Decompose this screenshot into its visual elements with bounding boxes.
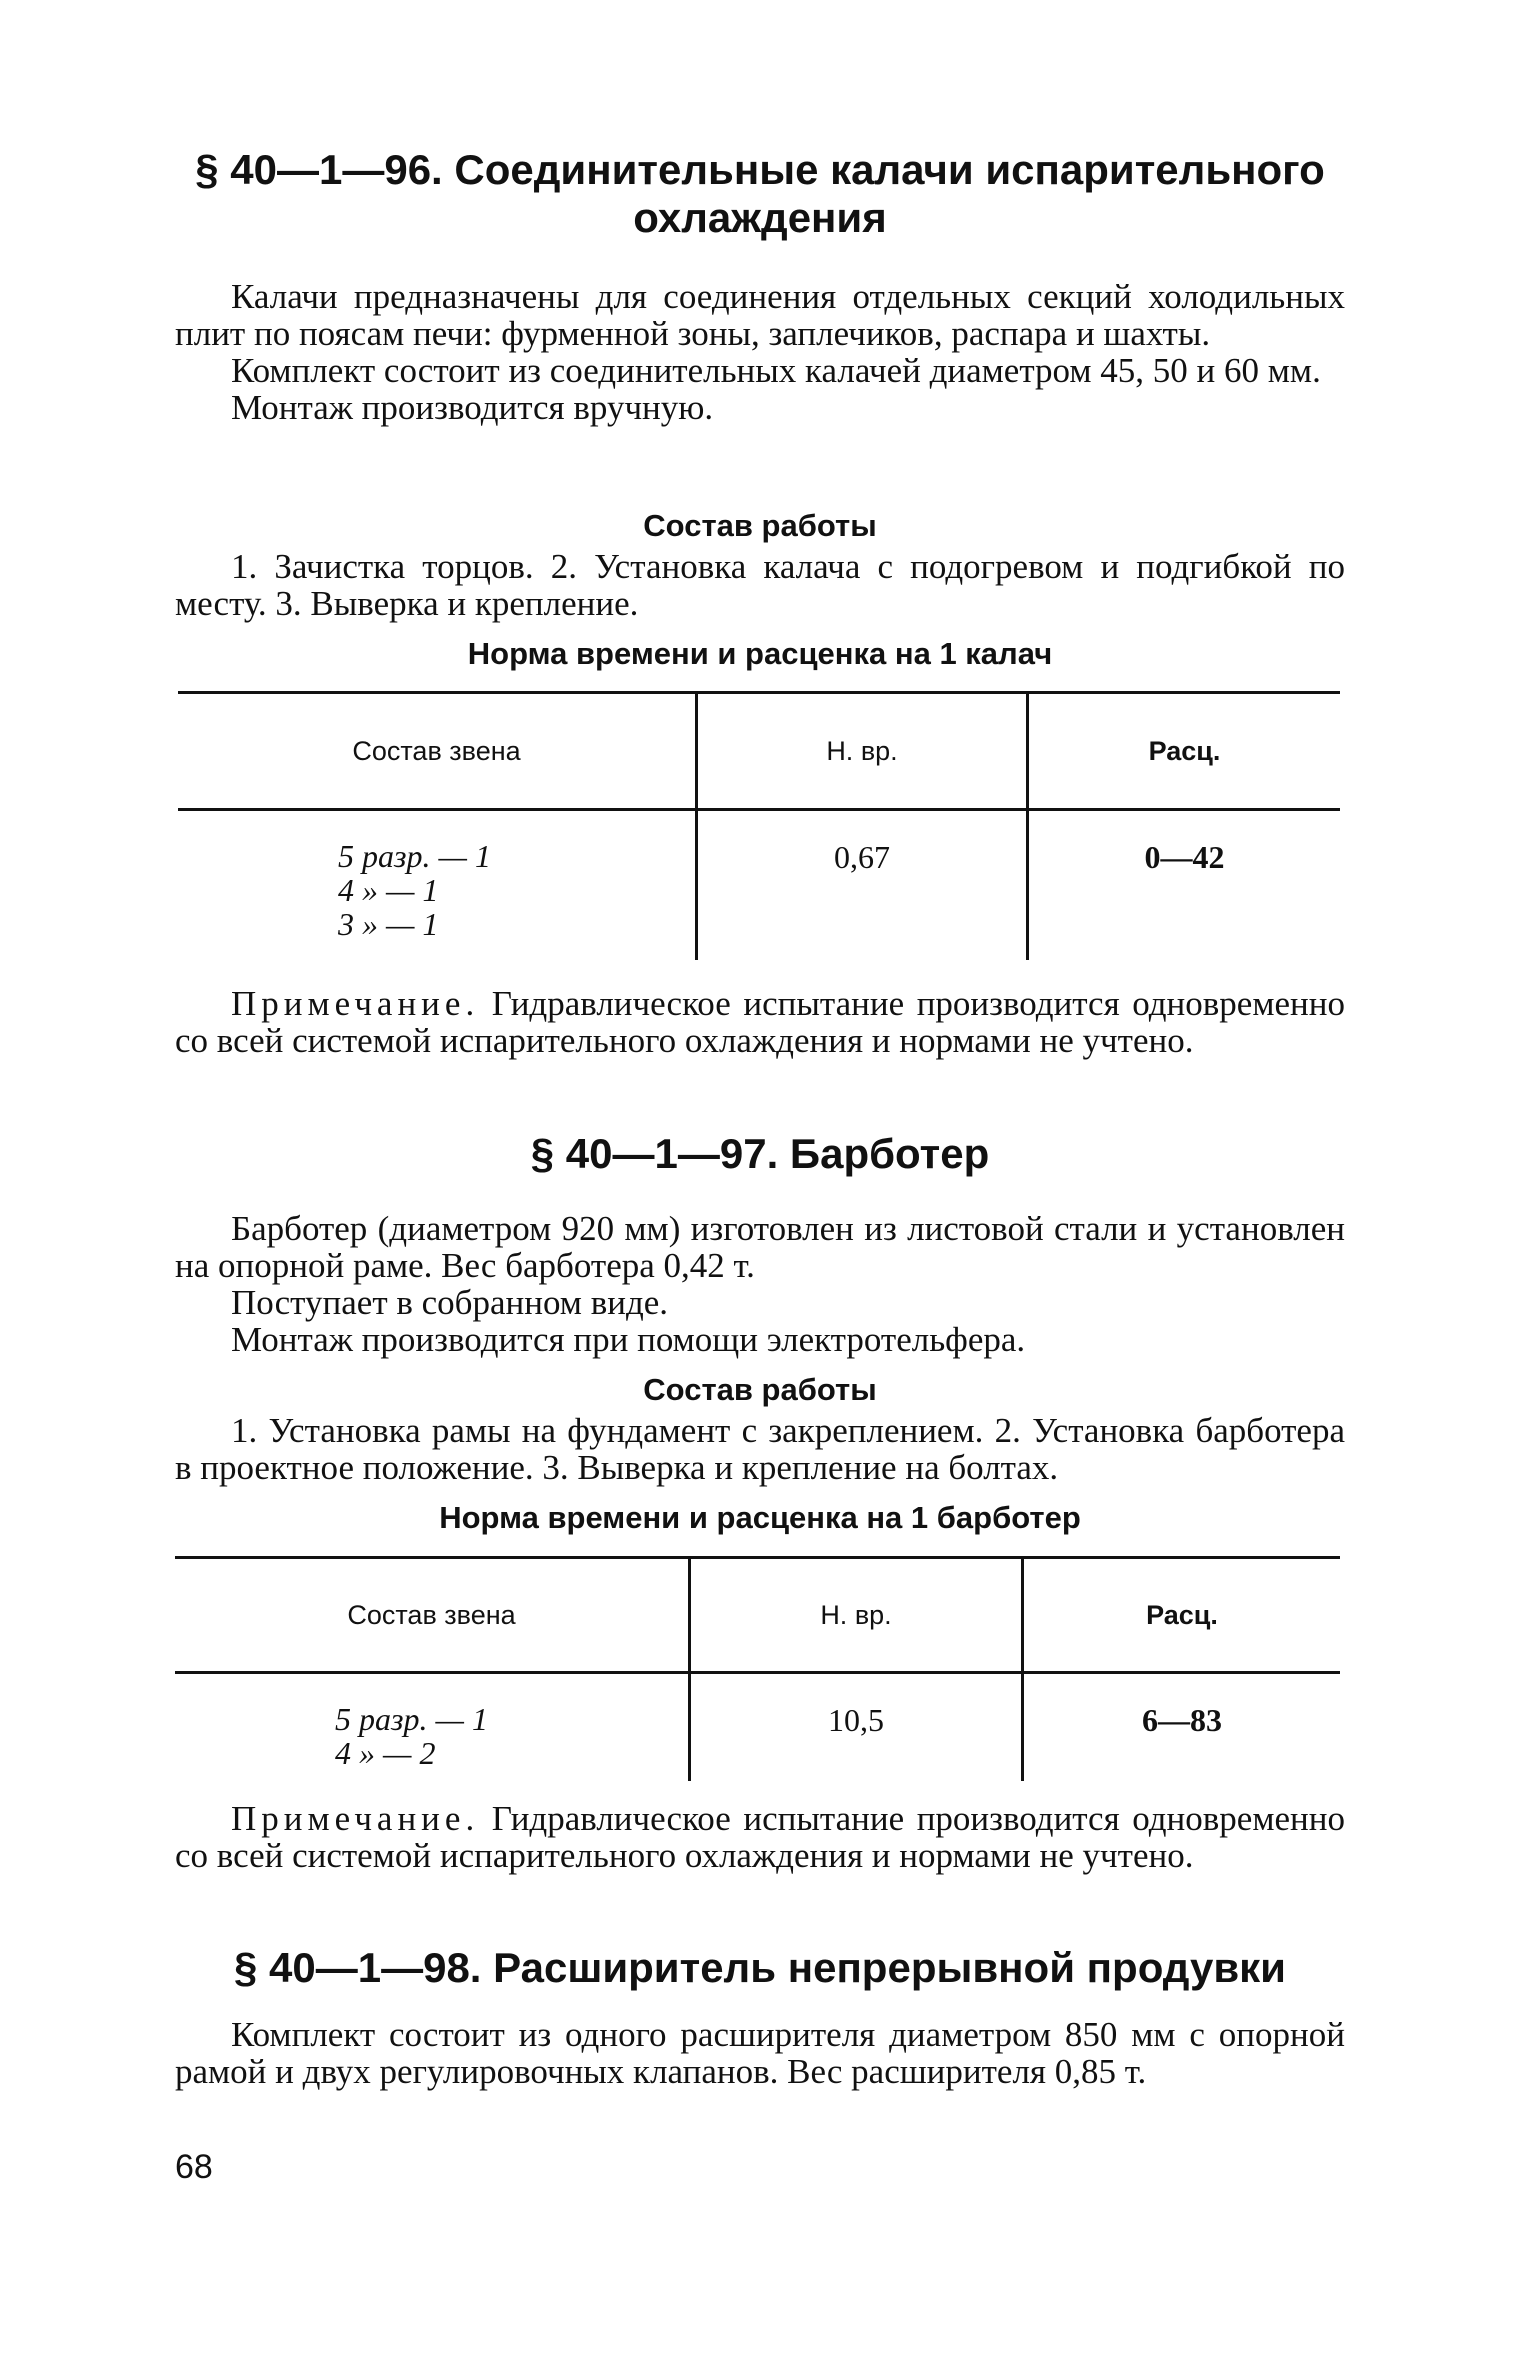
section-title: § 40—1—98. Расширитель непрерывной продувки [233, 1944, 1286, 1991]
crew-cell [178, 810, 697, 960]
crew-line: 3 » — 1 [338, 906, 439, 942]
col-time-header: Н. вр. [697, 693, 1028, 810]
section-title-line2: охлаждения [633, 194, 887, 241]
col-crew-header: Состав звена [175, 1558, 690, 1673]
crew-line: 5 разр. — 1 [335, 1701, 488, 1737]
table-row [178, 810, 1340, 960]
time-cell: 0,67 [697, 810, 1028, 960]
crew-line: 4 » — 1 [338, 872, 439, 908]
table-row [175, 1673, 1340, 1781]
col-time-header: Н. вр. [690, 1558, 1023, 1673]
note-label: Примечание. [231, 1799, 480, 1838]
paragraph: Комплект состоит из соединительных калачей диаметром 45, 50 и 60 мм. [231, 351, 1321, 390]
section-97-intro [175, 1210, 1345, 1358]
paragraph: Барботер (диаметром 920 мм) изготовлен из листовой стали и установлен на опорной раме. Вес барботера 0,42 т. [175, 1209, 1345, 1285]
table-header [178, 693, 1340, 810]
work-heading: Состав работы [643, 1372, 877, 1407]
note-97 [175, 1800, 1345, 1874]
note-96 [175, 985, 1345, 1059]
section-97-title [175, 1130, 1345, 1178]
crew-line: 4 » — 2 [335, 1735, 436, 1771]
crew-cell [175, 1673, 690, 1781]
paragraph: Комплект состоит из одного расширителя диаметром 850 мм с опорной рамой и двух регулировочных клапанов. Вес расширителя 0,85 т. [175, 2015, 1345, 2091]
work-heading: Состав работы [643, 508, 877, 543]
rate-cell: 0—42 [1028, 810, 1341, 960]
section-title-line1: § 40—1—96. Соединительные калачи испарительного [195, 146, 1325, 193]
work-composition-96 [175, 508, 1345, 672]
table-header [175, 1558, 1340, 1673]
work-text: 1. Установка рамы на фундамент с закреплением. 2. Установка барботера в проектное положение. 3. Выверка и крепление на болтах. [175, 1411, 1345, 1487]
work-composition-97 [175, 1372, 1345, 1536]
rate-cell: 6—83 [1023, 1673, 1341, 1781]
section-98-title [175, 1944, 1345, 1992]
section-96-intro [175, 278, 1345, 426]
crew-line: 5 разр. — 1 [338, 838, 491, 874]
paragraph: Калачи предназначены для соединения отдельных секций холодильных плит по поясам печи: фурменной зоны, заплечиков, распара и шахты. [175, 277, 1345, 353]
paragraph: Монтаж производится вручную. [231, 388, 714, 427]
col-rate-header: Расц. [1023, 1558, 1341, 1673]
work-text: 1. Зачистка торцов. 2. Установка калача с подогревом и подгибкой по месту. 3. Выверка и крепление. [175, 547, 1345, 623]
col-crew-header: Состав звена [178, 693, 697, 810]
note-text: Гидравлическое испытание производится одновременно со всей системой испарительного охлаждения и нормами не учтено. [175, 1799, 1345, 1875]
section-title: § 40—1—97. Барботер [530, 1130, 990, 1177]
page-number: 68 [175, 2148, 213, 2186]
paragraph: Монтаж производится при помощи электротельфера. [231, 1320, 1026, 1359]
norm-table-96 [178, 691, 1340, 960]
norm-heading: Норма времени и расценка на 1 калач [467, 636, 1053, 671]
col-rate-header: Расц. [1028, 693, 1341, 810]
section-98-intro [175, 2016, 1345, 2090]
time-cell: 10,5 [690, 1673, 1023, 1781]
norm-heading: Норма времени и расценка на 1 барботер [439, 1500, 1081, 1535]
paragraph: Поступает в собранном виде. [231, 1283, 669, 1322]
note-text: Гидравлическое испытание производится одновременно со всей системой испарительного охлаждения и нормами не учтено. [175, 984, 1345, 1060]
section-96-title [175, 146, 1345, 242]
norm-table-97 [175, 1556, 1340, 1781]
note-label: Примечание. [231, 984, 480, 1023]
